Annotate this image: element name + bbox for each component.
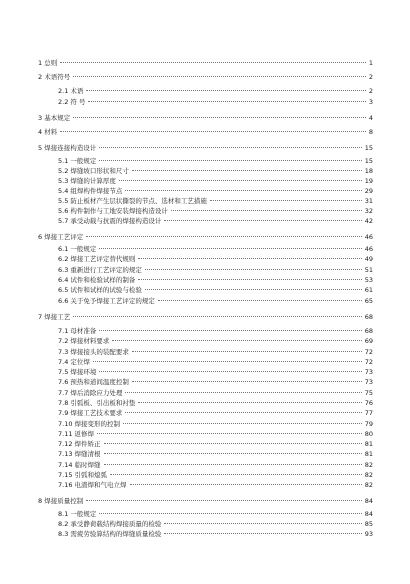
toc-leader-dots bbox=[99, 147, 362, 148]
toc-section-entry bbox=[58, 389, 373, 398]
toc-leader-dots bbox=[130, 484, 362, 485]
toc-entry-title: 4 材料 bbox=[38, 128, 58, 136]
toc-page-number: 80 bbox=[364, 430, 373, 438]
toc-entry-title: 7.11 返修焊 bbox=[58, 430, 95, 438]
toc-leader-dots bbox=[60, 62, 366, 63]
toc-leader-dots bbox=[86, 500, 362, 501]
toc-section-entry bbox=[58, 471, 373, 480]
toc-page-number: 31 bbox=[364, 197, 373, 205]
toc-entry-title: 6.3 重新进行工艺评定的规定 bbox=[58, 266, 142, 274]
toc-leader-dots bbox=[164, 523, 361, 524]
toc-page-number: 51 bbox=[364, 266, 373, 274]
toc-leader-dots bbox=[104, 453, 362, 454]
toc-page-number: 73 bbox=[364, 368, 373, 376]
toc-leader-dots bbox=[158, 300, 362, 301]
toc-chapter-entry bbox=[38, 59, 373, 68]
toc-entry-title: 5.6 构件制作与工地安装焊接构造设计 bbox=[58, 207, 168, 215]
toc-page-number: 2 bbox=[368, 73, 373, 81]
toc-leader-dots bbox=[104, 443, 362, 444]
toc-section-entry bbox=[58, 197, 373, 206]
toc-section-entry bbox=[58, 167, 373, 176]
toc-section-entry bbox=[58, 286, 373, 295]
toc-page-number: 82 bbox=[364, 461, 373, 469]
toc-section-entry bbox=[58, 157, 373, 166]
toc-section-entry bbox=[58, 98, 373, 107]
toc-leader-dots bbox=[138, 279, 361, 280]
toc-page-number: 53 bbox=[364, 276, 373, 284]
toc-chapter-entry bbox=[38, 497, 373, 506]
toc-page-number: 65 bbox=[364, 297, 373, 305]
toc-entry-title: 8.2 承受静荷载结构焊接质量的检验 bbox=[58, 520, 162, 528]
toc-leader-dots bbox=[138, 258, 361, 259]
toc-chapter-entry bbox=[38, 114, 373, 123]
toc-leader-dots bbox=[73, 316, 362, 317]
toc-section-entry bbox=[58, 207, 373, 216]
toc-page-number: 15 bbox=[364, 144, 373, 152]
toc-entry-title: 8.3 需疲劳验算结构的焊缝质量检验 bbox=[58, 530, 162, 538]
toc-leader-dots bbox=[99, 371, 361, 372]
toc-page-number: 85 bbox=[364, 520, 373, 528]
toc-page-number: 75 bbox=[364, 389, 373, 397]
toc-entry-title: 5.1 一般规定 bbox=[58, 157, 97, 165]
toc-entry-title: 2.1 术语 bbox=[58, 87, 84, 95]
toc-section-entry bbox=[58, 327, 373, 336]
toc-page-number: 81 bbox=[364, 440, 373, 448]
toc-section-entry bbox=[58, 378, 373, 387]
toc-section-entry bbox=[58, 399, 373, 408]
toc-leader-dots bbox=[123, 423, 362, 424]
toc-entry-title: 7.13 焊缝清根 bbox=[58, 450, 101, 458]
toc-leader-dots bbox=[60, 131, 366, 132]
toc-entry-title: 7.14 临时焊缝 bbox=[58, 461, 101, 469]
toc-page-number: 82 bbox=[364, 481, 373, 489]
toc-page-number: 61 bbox=[364, 286, 373, 294]
toc-entry-title: 7.15 引弧和熄弧 bbox=[58, 471, 108, 479]
toc-entry-title: 6.2 焊接工艺评定替代规则 bbox=[58, 255, 136, 263]
toc-entry-title: 8 焊接质量控制 bbox=[38, 497, 84, 505]
toc-leader-dots bbox=[99, 160, 361, 161]
toc-section-entry bbox=[58, 368, 373, 377]
toc-entry-title: 7.7 焊后消除应力处理 bbox=[58, 389, 123, 397]
toc-leader-dots bbox=[145, 289, 362, 290]
toc-section-entry bbox=[58, 276, 373, 285]
toc-leader-dots bbox=[164, 220, 361, 221]
toc-page-number: 49 bbox=[364, 255, 373, 263]
toc-leader-dots bbox=[86, 236, 362, 237]
toc-section-entry bbox=[58, 520, 373, 529]
toc-leader-dots bbox=[93, 361, 362, 362]
toc-leader-dots bbox=[104, 464, 362, 465]
toc-leader-dots bbox=[138, 402, 361, 403]
toc-page-number: 8 bbox=[368, 128, 373, 136]
toc-page-number: 93 bbox=[364, 530, 373, 538]
toc-entry-title: 7.6 预热和道间温度控制 bbox=[58, 378, 129, 386]
toc-entry-title: 6 焊接工艺评定 bbox=[38, 233, 84, 241]
toc-leader-dots bbox=[132, 381, 362, 382]
toc-section-entry bbox=[58, 440, 373, 449]
toc-page-number: 82 bbox=[364, 471, 373, 479]
toc-entry-title: 6.6 关于免予焊接工艺评定的规定 bbox=[58, 297, 155, 305]
toc-entry-title: 7.10 焊接变形的控制 bbox=[58, 420, 121, 428]
toc-leader-dots bbox=[132, 351, 362, 352]
toc-page-number: 15 bbox=[364, 157, 373, 165]
toc-entry-title: 8.1 一般规定 bbox=[58, 510, 97, 518]
toc-entry-title: 7.9 焊接工艺技术要求 bbox=[58, 409, 123, 417]
toc-leader-dots bbox=[99, 330, 361, 331]
toc-chapter-entry bbox=[38, 144, 373, 153]
toc-section-entry bbox=[58, 430, 373, 439]
toc-entry-title: 5 焊接连接构造设计 bbox=[38, 144, 97, 152]
toc-page-number: 46 bbox=[364, 233, 373, 241]
toc-page-number: 68 bbox=[364, 313, 373, 321]
toc-page-number: 19 bbox=[364, 177, 373, 185]
toc-entry-title: 6.5 试件和试样的试验与检验 bbox=[58, 286, 142, 294]
toc-page-number: 73 bbox=[364, 378, 373, 386]
toc-chapter-entry bbox=[38, 73, 373, 82]
toc-page-number: 84 bbox=[364, 497, 373, 505]
toc-page-number: 81 bbox=[364, 450, 373, 458]
toc-page-number: 3 bbox=[368, 98, 373, 106]
toc-leader-dots bbox=[164, 533, 361, 534]
toc-section-entry bbox=[58, 187, 373, 196]
toc-entry-title: 2.2 符 号 bbox=[58, 98, 86, 106]
toc-entry-title: 7.12 焊件矫正 bbox=[58, 440, 101, 448]
toc-leader-dots bbox=[145, 269, 362, 270]
toc-section-entry bbox=[58, 255, 373, 264]
toc-leader-dots bbox=[171, 210, 362, 211]
toc-entry-title: 5.3 焊缝的计算厚度 bbox=[58, 177, 116, 185]
toc-section-entry bbox=[58, 217, 373, 226]
toc-leader-dots bbox=[97, 433, 362, 434]
toc-section-entry bbox=[58, 297, 373, 306]
toc-chapter-entry bbox=[38, 233, 373, 242]
toc-page-number: 42 bbox=[364, 217, 373, 225]
toc-chapter-entry bbox=[38, 313, 373, 322]
toc-section-entry bbox=[58, 348, 373, 357]
toc-page-number: 76 bbox=[364, 399, 373, 407]
toc-entry-title: 7.4 定位焊 bbox=[58, 358, 90, 366]
toc-entry-title: 7.8 引弧板、引出板和衬垫 bbox=[58, 399, 136, 407]
toc-chapter-entry bbox=[38, 128, 373, 137]
toc-entry-title: 7 焊接工艺 bbox=[38, 313, 71, 321]
toc-leader-dots bbox=[99, 513, 361, 514]
toc-section-entry bbox=[58, 510, 373, 519]
toc-page-number: 79 bbox=[364, 420, 373, 428]
toc-entry-title: 5.4 组焊构件焊接节点 bbox=[58, 187, 123, 195]
toc-leader-dots bbox=[73, 76, 366, 77]
toc-section-entry bbox=[58, 481, 373, 490]
toc-leader-dots bbox=[86, 90, 365, 91]
toc-page-number: 68 bbox=[364, 327, 373, 335]
toc-entry-title: 7.2 焊接材料要求 bbox=[58, 337, 110, 345]
toc-section-entry bbox=[58, 87, 373, 96]
toc-leader-dots bbox=[125, 392, 361, 393]
toc-page-number: 29 bbox=[364, 187, 373, 195]
toc-entry-title: 2 术语符号 bbox=[38, 73, 71, 81]
toc-page-number: 72 bbox=[364, 358, 373, 366]
toc-page-number: 32 bbox=[364, 207, 373, 215]
toc-page-number: 18 bbox=[364, 167, 373, 175]
toc-page-number: 2 bbox=[368, 87, 373, 95]
toc-section-entry bbox=[58, 177, 373, 186]
toc-section-entry bbox=[58, 266, 373, 275]
toc-entry-title: 7.3 焊接接头的装配要求 bbox=[58, 348, 129, 356]
toc-page-number: 46 bbox=[364, 245, 373, 253]
toc-leader-dots bbox=[73, 117, 366, 118]
toc-page-number: 72 bbox=[364, 348, 373, 356]
toc-page-number: 77 bbox=[364, 409, 373, 417]
toc-entry-title: 7.1 母材准备 bbox=[58, 327, 97, 335]
toc-leader-dots bbox=[99, 248, 361, 249]
toc-entry-title: 7.5 焊接环境 bbox=[58, 368, 97, 376]
toc-leader-dots bbox=[119, 180, 362, 181]
toc-leader-dots bbox=[125, 412, 361, 413]
toc-section-entry bbox=[58, 420, 373, 429]
toc-leader-dots bbox=[110, 474, 362, 475]
toc-section-entry bbox=[58, 337, 373, 346]
toc-section-entry bbox=[58, 245, 373, 254]
toc-entry-title: 6.1 一般规定 bbox=[58, 245, 97, 253]
toc-entry-title: 5.2 焊缝坡口形状和尺寸 bbox=[58, 167, 129, 175]
toc-section-entry bbox=[58, 450, 373, 459]
toc-leader-dots bbox=[125, 190, 361, 191]
toc-entry-title: 5.7 承受动载与抗震的焊接构造设计 bbox=[58, 217, 162, 225]
toc-page-number: 4 bbox=[368, 114, 373, 122]
toc-section-entry bbox=[58, 530, 373, 539]
toc-entry-title: 1 总则 bbox=[38, 59, 58, 67]
toc-page-number: 69 bbox=[364, 337, 373, 345]
toc-entry-title: 6.4 试件和检验试样的制备 bbox=[58, 276, 136, 284]
toc-leader-dots bbox=[132, 170, 362, 171]
toc-leader-dots bbox=[112, 340, 361, 341]
toc-section-entry bbox=[58, 358, 373, 367]
toc-page-number: 84 bbox=[364, 510, 373, 518]
toc-entry-title: 3 基本规定 bbox=[38, 114, 71, 122]
toc-section-entry bbox=[58, 461, 373, 470]
toc-leader-dots bbox=[88, 101, 365, 102]
toc-entry-title: 5.5 防止板材产生层状撕裂的节点、选材和工艺措施 bbox=[58, 197, 207, 205]
toc-entry-title: 7.16 电渣焊和气电立焊 bbox=[58, 481, 127, 489]
toc-page-number: 1 bbox=[368, 59, 373, 67]
toc-leader-dots bbox=[210, 200, 362, 201]
toc-section-entry bbox=[58, 409, 373, 418]
